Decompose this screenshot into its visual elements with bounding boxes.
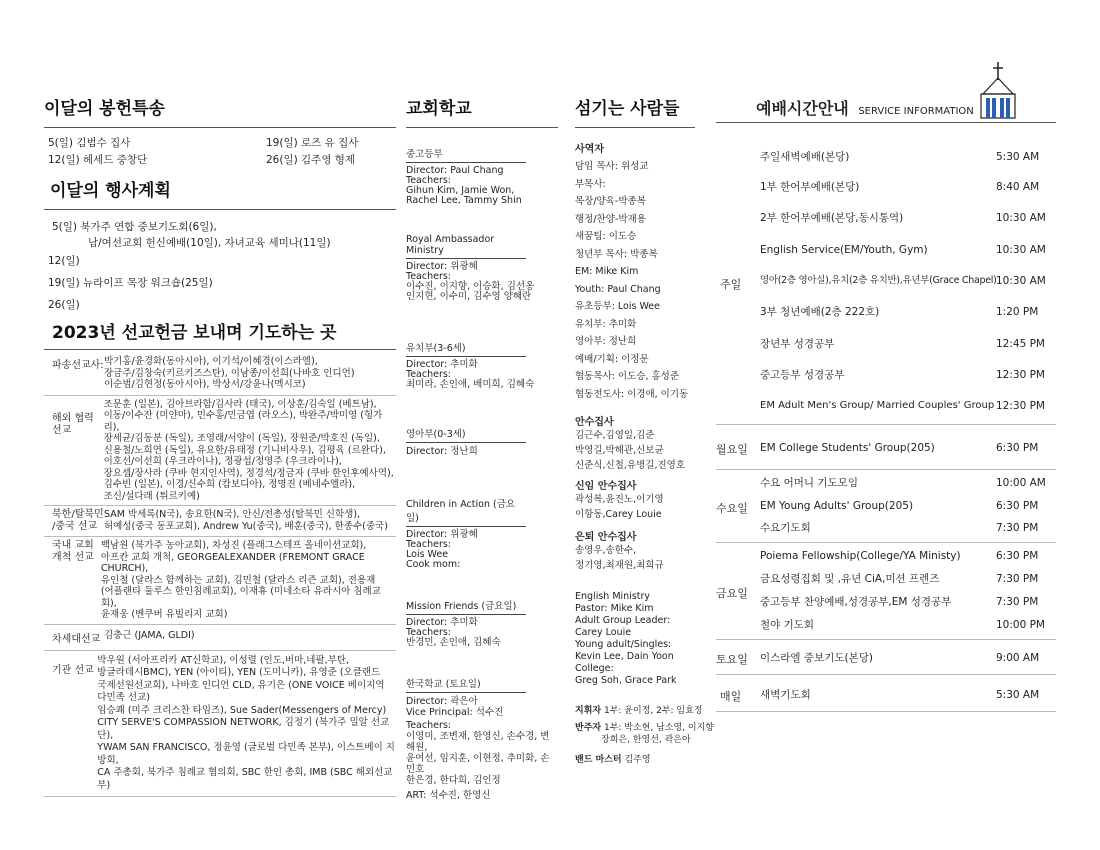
offering-item: 19(일) 로즈 유 집사 — [266, 137, 359, 149]
service-day: 수요일 — [716, 502, 748, 515]
service-name: 수요 어머니 기도모임 — [760, 477, 858, 489]
events-title: 이달의 행사계획 — [44, 176, 396, 210]
service-name: 중고등부 성경공부 — [760, 369, 845, 381]
servants-block — [575, 528, 695, 573]
service-name: Poiema Fellowship(College/YA Ministy) — [760, 550, 961, 562]
service-time: 7:30 PM — [996, 596, 1039, 608]
school-group — [406, 676, 558, 801]
school-line: Lois Wee — [406, 548, 449, 560]
event-line: 19(일) 뉴라이프 목장 워크숍(25일) — [48, 277, 213, 289]
mission-label: 국내 교회 개척 선교 — [52, 540, 94, 563]
mission-line: CITY SERVE'S COMPASSION NETWORK, 김정기 (북가주 밀알 선교단), — [97, 717, 390, 741]
servants-block — [575, 703, 703, 716]
servant-line: 1부: 박소현, 남소영, 이지향 — [603, 723, 714, 733]
school-group-name: 중고등부 — [406, 146, 526, 163]
servant-line: 정기영,최재원,최희규 — [575, 560, 664, 571]
school-line: Director: Paul Chang — [406, 165, 504, 176]
servant-line: 새꿈팀: 이도승 — [575, 231, 637, 242]
school-group — [406, 496, 558, 570]
school-line: 이수진, 이지향, 이승화, 김선옹 — [406, 281, 535, 292]
service-time: 10:30 AM — [996, 275, 1046, 287]
event-line: 26(일) — [48, 299, 80, 311]
school-line: Vice Principal: 석수진 — [406, 706, 504, 718]
service-time: 7:30 PM — [996, 573, 1039, 585]
service-day: 주일 — [720, 278, 742, 291]
service-name: 금요성령집회 및 ,유년 CiA,미션 프렌즈 — [760, 573, 940, 585]
service-time: 5:30 AM — [996, 151, 1040, 163]
school-line: Director: 추미화 — [406, 359, 478, 370]
servant-line: Young adult/Singles: — [575, 639, 672, 650]
servant-line: 목장/양육-박종복 — [575, 196, 646, 207]
school-line: Teachers: — [406, 538, 451, 550]
service-time: 8:40 AM — [996, 181, 1040, 193]
school-line: Cook mom: — [406, 558, 461, 570]
mission-line: 장금주/김창숙(키르키즈스탄), 이남종/이선희(나바호 인디언) — [104, 367, 355, 379]
mission-line: 박기홍/윤경화(동아시아), 이기석/이혜경(이스라엘), — [104, 356, 318, 367]
service-table — [716, 142, 1056, 712]
service-group — [716, 470, 1056, 543]
school-line: 인지현, 이수미, 김수영 양혜란 — [406, 291, 532, 302]
service-name: EM College Students' Group(205) — [760, 442, 935, 454]
servant-line: English Ministry — [575, 591, 651, 602]
servants-block — [575, 140, 695, 403]
mission-row — [44, 537, 396, 624]
school-line: Teachers: — [406, 626, 451, 638]
servant-line: 예배/기획: 이정문 — [575, 353, 649, 365]
service-name: 이스라엘 중보기도(본당) — [760, 652, 873, 664]
mission-line: 신용철/노희연 (독일), 유요한/유태정 (기니비사우), 김평육 (르완다), — [103, 444, 386, 456]
service-day: 매일 — [720, 690, 742, 703]
mission-line: 이동/이수잔 (미얀마), 민수홍/민금엽 (라오스), 박완주/박미영 (헝가리), — [103, 410, 383, 433]
mission-line: 허예성(중국 동포교회), Andrew Yu(중국), 배훈(중국), 한종수(중국) — [104, 520, 388, 532]
mission-label: 파송선교사: — [52, 360, 104, 371]
servants-head: 신임 안수집사 — [575, 481, 637, 492]
service-name: 철야 기도회 — [760, 619, 815, 631]
servant-line: 김주영 — [624, 755, 651, 765]
school-line: Teachers: — [406, 369, 451, 380]
mission-line: 장세균/김동분 (독일), 조영래/서양이 (독일), 장원준/박호진 (독일), — [103, 433, 380, 444]
school-line: Director: 곽은아 — [406, 695, 478, 707]
school-group-name: Children in Action (금요일) — [406, 496, 526, 527]
school-group — [406, 340, 558, 390]
school-group-name: 유치부(3-6세) — [406, 340, 526, 357]
mission-line: 방글라데시BMC), YEN (아이티), YEN (도미니카), 유영준 (오클랜드 — [97, 667, 381, 678]
service-name: EM Young Adults' Group(205) — [760, 500, 914, 512]
service-group — [716, 142, 1056, 425]
service-group — [716, 543, 1056, 640]
service-name: 중고등부 찬양예배,성경공부,EM 성경공부 — [760, 596, 952, 608]
servant-line: 담임 목사: 위성교 — [575, 161, 649, 172]
mission-line: 박우원 (서아프리카 AT신학교), 이성렬 (인도,버마,네팔,부탄, — [97, 654, 350, 666]
service-time: 10:00 AM — [996, 477, 1046, 489]
servants-block — [575, 752, 695, 765]
service-time: 12:45 PM — [996, 338, 1045, 350]
service-time: 12:30 PM — [996, 369, 1045, 381]
servant-line: 신준식,신철,유병길,진영호 — [575, 460, 686, 471]
servant-line: 부목사: — [575, 178, 606, 190]
servant-line: 김근수,김영일,김준 — [575, 430, 655, 441]
service-name: 3부 청년예배(2층 222호) — [760, 306, 880, 318]
school-line: Director: 추미화 — [406, 616, 478, 628]
mission-row — [44, 625, 396, 650]
mission-line: 장요셉/장사라 (쿠바 현지인사역), 정경석/정금자 (쿠바 한인후예사역), — [103, 467, 394, 479]
service-section — [716, 60, 1056, 123]
offering-title: 이달의 봉헌특송 — [44, 94, 396, 128]
service-name: 새벽기도회 — [760, 689, 811, 701]
school-line: Director: 위광혜 — [406, 528, 478, 540]
school-section — [406, 94, 558, 801]
mission-line: 백남원 (북가주 농아교회), 차성진 (플래그스테프 올네이션교회), — [100, 540, 367, 551]
service-time: 1:20 PM — [996, 306, 1039, 318]
mission-row — [44, 651, 396, 797]
mission-line: 이호선/이선희 (우크라이나), 정광섭/정영주 (우크라이나), — [103, 456, 342, 467]
school-group-name: 영아부(0-3세) — [406, 426, 526, 443]
servant-line: College: — [575, 663, 614, 674]
servant-line: 송영우,송한수, — [575, 545, 637, 556]
servants-section — [575, 94, 714, 765]
school-line: ART: 석수진, 한영신 — [406, 789, 491, 801]
mission-line: 유인철 (달라스 함께하는 교회), 김민철 (달라스 리즌 교회), 전용재 — [100, 574, 376, 586]
servants-head: 밴드 마스터 — [575, 755, 622, 765]
servant-line: 이항동,Carey Louie — [575, 509, 662, 520]
mission-label: 차세대선교 — [52, 633, 101, 645]
school-line: Teachers: — [406, 175, 451, 186]
service-day: 금요일 — [716, 587, 748, 600]
church-icon — [978, 60, 1018, 120]
servant-line: 박영길,박해관,신보균 — [575, 445, 664, 456]
servants-block — [575, 477, 695, 522]
service-name: 1부 한어부예배(본당) — [760, 181, 860, 193]
service-time: 7:30 PM — [996, 522, 1039, 534]
event-line: 남/여선교회 헌신예배(10일), 자녀교육 세미나(11일) — [88, 237, 331, 249]
mission-line: 김수빈 (일본), 이경/신수희 (캄보디아), 정명진 (베네수엘라), — [103, 479, 356, 490]
school-group-name: Mission Friends (금요일) — [406, 598, 526, 615]
school-group-name: Royal Ambassador Ministry — [406, 234, 526, 259]
school-line: 윤여선, 임지훈, 이현정, 추미화, 손민호 — [406, 752, 550, 775]
servant-line: 청년부 목사: 박종복 — [575, 248, 658, 260]
service-name: EM Adult Men's Group/ Married Couples' Group — [760, 400, 995, 411]
service-subtitle: SERVICE INFORMATION — [858, 106, 974, 117]
servant-line: 협동목사: 이도승, 홍성준 — [575, 371, 680, 382]
mission-line: 아프칸 교회 개척, GEORGEALEXANDER (FREMONT GRACE CHURCH), — [100, 551, 365, 574]
school-group — [406, 598, 558, 648]
missions-title: 2023년 선교헌금 보내며 기도하는 곳 — [44, 318, 396, 350]
service-time: 10:00 PM — [996, 619, 1045, 631]
offering-section — [44, 94, 396, 176]
mission-line: (어플랜타 둘루스 한인침례교회), 이재휴 (미네소타 유라시아 침례교회), — [100, 586, 381, 609]
mission-line: 조문훈 (일본), 김아브라함/김사라 (태국), 이상훈/김숙일 (베트남), — [103, 398, 377, 410]
service-time: 5:30 AM — [996, 689, 1040, 701]
school-line: Teachers: — [406, 271, 451, 282]
servants-head: 지휘자 — [575, 706, 602, 716]
service-time: 6:30 PM — [996, 550, 1039, 562]
mission-label: 기관 선교 — [52, 664, 94, 676]
servant-line: 협동전도사: 이경애, 이기동 — [575, 388, 689, 400]
servants-head: 은퇴 안수집사 — [575, 532, 637, 543]
offering-item: 26(일) 김주영 형제 — [266, 154, 356, 166]
servants-title: 섬기는 사람들 — [575, 94, 695, 128]
servant-line: Greg Soh, Grace Park — [575, 675, 677, 686]
servant-line: Pastor: Mike Kim — [575, 603, 654, 614]
mission-line: 국제선원선교회), 나바호 인디언 CLD, 유기은 (ONE VOICE 베이지역 다민족 선교) — [97, 679, 385, 703]
service-name: English Service(EM/Youth, Gym) — [760, 244, 928, 256]
mission-row — [44, 506, 396, 536]
mission-line: 이순범/김현정(동아시아), 박상서/강윤나(멕시코) — [104, 379, 306, 390]
offering-item: 5(일) 김범수 집사 — [48, 137, 131, 149]
service-group — [716, 675, 1056, 712]
offering-item: 12(일) 헤세드 중창단 — [48, 154, 148, 166]
mission-line: SAM 박세록(N국), 송요한(N국), 안신/전총성(탈북민 신학생), — [104, 509, 361, 520]
servants-block — [575, 591, 695, 687]
service-title-text: 예배시간안내 — [756, 99, 849, 118]
servant-line: Adult Group Leader: — [575, 615, 671, 626]
servant-line: 영아부: 정난희 — [575, 336, 637, 347]
mission-line: 조신/설다래 (튀르키예) — [103, 490, 200, 502]
school-group — [406, 234, 558, 302]
servants-block — [575, 722, 714, 746]
service-time: 10:30 AM — [996, 212, 1046, 224]
mission-line: CA 주총회, 북가주 침례교 협의회, SBC 한인 총회, IMB (SBC 해외선교부) — [97, 767, 393, 791]
service-time: 9:00 AM — [996, 652, 1040, 664]
service-group — [716, 640, 1056, 675]
school-line: 이영미, 조변재, 한영신, 손수경, 변해원, — [406, 730, 550, 753]
servant-line: Youth: Paul Chang — [575, 283, 661, 295]
service-time: 12:30 PM — [996, 400, 1045, 412]
event-line: 12(일) — [48, 255, 80, 267]
servant-line: 장희은, 한영선, 곽은아 — [601, 735, 691, 745]
school-line: Teachers: — [406, 719, 451, 731]
servant-line: Kevin Lee, Dain Yoon — [575, 651, 674, 662]
school-group — [406, 146, 558, 206]
school-line: Gihun Kim, Jamie Won, — [406, 185, 515, 196]
service-name: 2부 한어부예배(본당,동시통역) — [760, 212, 904, 224]
school-line: Director: 위광혜 — [406, 261, 478, 272]
service-day: 월요일 — [716, 443, 748, 456]
school-line: Director: 정난희 — [406, 446, 478, 457]
servant-line: 유치부: 추미화 — [575, 318, 637, 330]
service-time: 6:30 PM — [996, 442, 1039, 454]
servants-head: 안수집사 — [575, 417, 614, 428]
school-title: 교회학교 — [406, 94, 558, 128]
mission-row — [44, 350, 396, 395]
mission-line: 임승쾌 (미주 크리스찬 타임즈), Sue Sader(Messengers of Mercy) — [97, 704, 387, 716]
school-group — [406, 426, 558, 458]
mission-line: 김충근 (JAMA, GLDI) — [104, 629, 195, 641]
mission-label: 해외 협력 선교 — [52, 412, 94, 436]
servant-line: 곽성복,윤진노,이기영 — [575, 494, 664, 505]
school-line: 최미라, 손인애, 배미희, 김혜숙 — [406, 379, 535, 390]
mission-line: 윤재웅 (벤쿠버 유빌리지 교회) — [100, 609, 228, 620]
servant-line: 1부: 윤이정, 2부: 임효정 — [603, 706, 703, 716]
service-title — [756, 96, 974, 119]
service-day: 토요일 — [716, 653, 748, 666]
school-line: Rachel Lee, Tammy Shin — [406, 195, 522, 206]
servant-line: Carey Louie — [575, 627, 632, 638]
service-time: 6:30 PM — [996, 500, 1039, 512]
mission-row — [44, 396, 396, 506]
servant-line: EM: Mike Kim — [575, 266, 639, 277]
events-section — [44, 176, 396, 330]
school-group-name: 한국학교 (토요일) — [406, 676, 526, 693]
mission-line: YWAM SAN FRANCISCO, 정윤영 (글로벌 다민족 본부), 이스트베이 지방회, — [97, 742, 395, 766]
servants-head: 반주자 — [575, 723, 602, 733]
servants-head: 사역자 — [575, 144, 604, 155]
service-name: 영아(2층 영아실),유치(2층 유치반),유년부(Grace Chapel) — [760, 275, 997, 286]
event-line: 5(일) 북가주 연합 중보기도회(6일), — [52, 221, 217, 233]
mission-label: 북한/탈북민 /중국 선교 — [52, 509, 104, 532]
service-group — [716, 425, 1056, 470]
service-name: 주일새벽예배(본당) — [760, 151, 850, 163]
school-line: 한은경, 한다희, 김인정 — [406, 774, 501, 786]
servants-block — [575, 413, 695, 473]
servant-line: 행정/찬양-박재용 — [575, 213, 646, 225]
missions-section — [44, 318, 396, 797]
school-line: 반경민, 손인애, 김혜숙 — [406, 636, 501, 648]
servant-line: 유초등부: Lois Wee — [575, 301, 661, 312]
service-name: 수요기도회 — [760, 522, 811, 534]
service-name: 장년부 성경공부 — [760, 338, 835, 350]
service-time: 10:30 AM — [996, 244, 1046, 256]
